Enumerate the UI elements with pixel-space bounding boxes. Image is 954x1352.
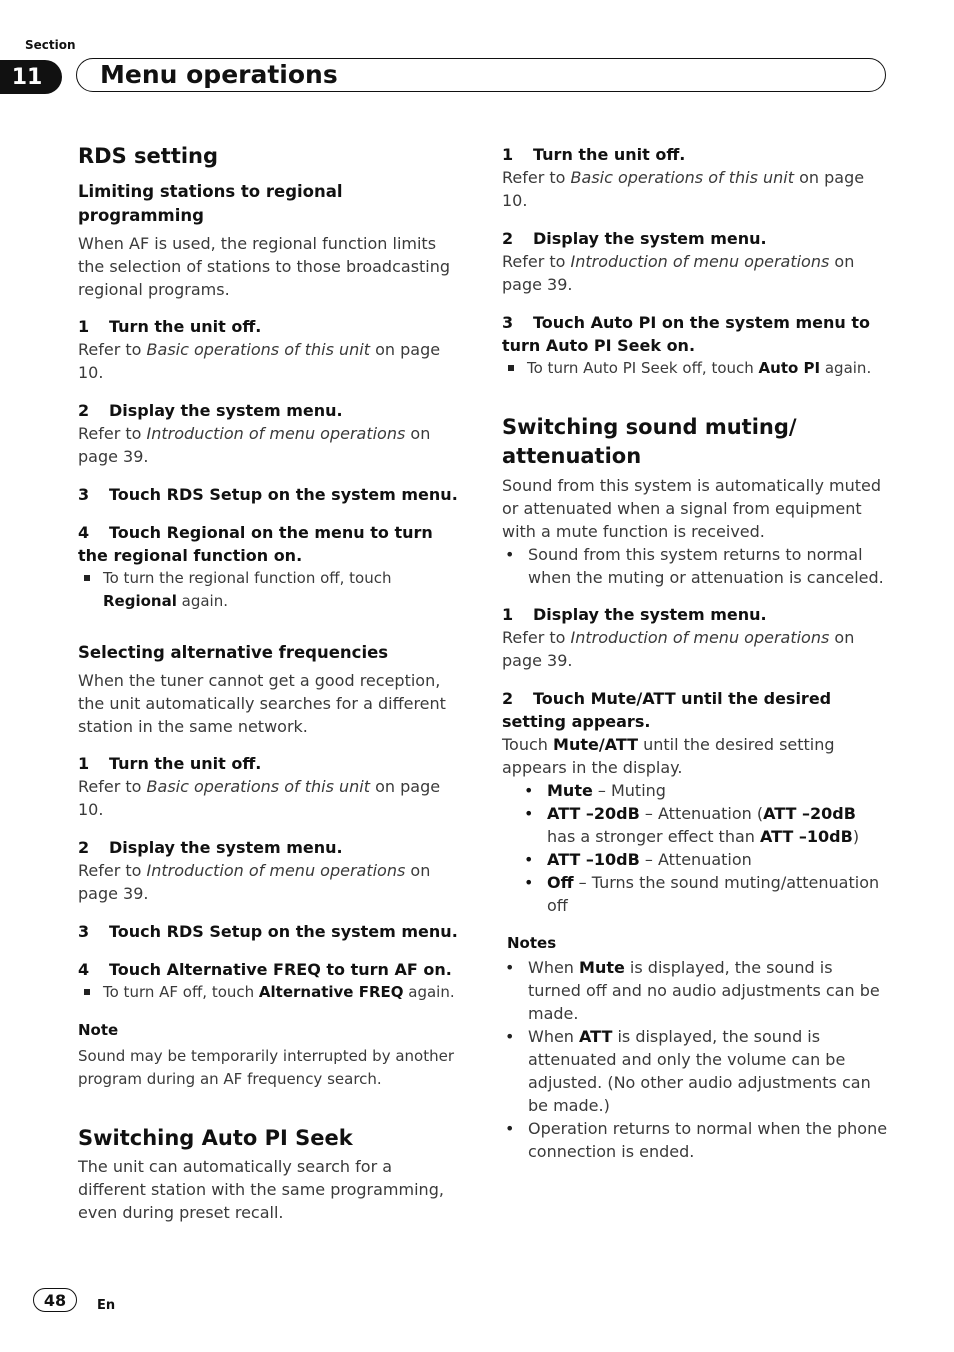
altfreq-heading: Selecting alternative frequencies xyxy=(78,643,389,662)
regional-step-2: 2 Display the system menu. xyxy=(78,401,343,420)
regional-step-2-ref: Refer to Introduction of menu operations on page 39. xyxy=(78,424,431,466)
page-number: 48 xyxy=(33,1288,77,1312)
altfreq-intro: When the tuner cannot get a good reception, the unit automatically searches for a different station in the same network. xyxy=(78,671,446,736)
mute-step-2: 2 Touch Mute/ATT until the desired setting appears. xyxy=(502,689,832,731)
regional-step-4: 4 Touch Regional on the menu to turn the regional function on. xyxy=(78,523,433,565)
altfreq-note-heading: Note xyxy=(78,1021,119,1039)
autopi-step-2-ref: Refer to Introduction of menu operations on page 39. xyxy=(502,252,855,294)
autopi-heading: Switching Auto PI Seek xyxy=(78,1126,353,1150)
altfreq-step-2: 2 Display the system menu. xyxy=(78,838,343,857)
autopi-step-3: 3 Touch Auto PI on the system menu to turn Auto PI Seek on. xyxy=(502,313,870,355)
rds-heading: RDS setting xyxy=(78,144,219,168)
regional-step-3: 3 Touch RDS Setup on the system menu. xyxy=(78,485,458,504)
altfreq-step-1-ref: Refer to Basic operations of this unit on page 10. xyxy=(78,777,441,819)
mute-note-1: • When Mute is displayed, the sound is turned off and no audio adjustments can be made. xyxy=(502,956,888,1025)
altfreq-step-3: 3 Touch RDS Setup on the system menu. xyxy=(78,922,458,941)
autopi-step-2: 2 Display the system menu. xyxy=(502,229,767,248)
regional-tip: To turn the regional function off, touch Regional again. xyxy=(78,567,464,613)
option-att-20: • ATT –20dB – Attenuation (ATT –20dB has a stronger effect than ATT –10dB) xyxy=(502,802,888,848)
left-column xyxy=(78,142,464,1224)
mute-step-1-ref: Refer to Introduction of menu operations on page 39. xyxy=(502,628,855,670)
autopi-step-1: 1 Turn the unit off. xyxy=(502,145,686,164)
section-number-badge: 11 xyxy=(0,60,62,94)
regional-intro: When AF is used, the regional function limits the selection of stations to those broadcasting regional programs. xyxy=(78,234,451,299)
option-off: • Off – Turns the sound muting/attenuation off xyxy=(502,871,888,917)
mute-note-2: • When ATT is displayed, the sound is attenuated and only the volume can be adjusted. (No other audio adjustments can be made.) xyxy=(502,1025,888,1117)
mute-step-2-text: Touch Mute/ATT until the desired setting appears in the display. xyxy=(502,735,835,777)
mute-notes-heading: Notes xyxy=(507,934,557,952)
language-label: En xyxy=(97,1298,116,1313)
mute-heading: Switching sound muting/ attenuation xyxy=(502,415,797,468)
autopi-tip: To turn Auto PI Seek off, touch Auto PI again. xyxy=(502,357,888,380)
altfreq-note-text: Sound may be temporarily interrupted by another program during an AF frequency search. xyxy=(78,1047,455,1088)
autopi-step-1-ref: Refer to Basic operations of this unit on page 10. xyxy=(502,168,865,210)
option-att-10: • ATT –10dB – Attenuation xyxy=(502,848,888,871)
mute-intro: Sound from this system is automatically muted or attenuated when a signal from equipment with a mute function is received. xyxy=(502,476,882,541)
mute-bullet: • Sound from this system returns to normal when the muting or attenuation is canceled. xyxy=(502,543,888,589)
altfreq-tip: To turn AF off, touch Alternative FREQ again. xyxy=(78,981,464,1004)
mute-step-1: 1 Display the system menu. xyxy=(502,605,767,624)
altfreq-step-2-ref: Refer to Introduction of menu operations on page 39. xyxy=(78,861,431,903)
altfreq-step-1: 1 Turn the unit off. xyxy=(78,754,262,773)
regional-heading: Limiting stations to regional programming xyxy=(78,182,343,225)
right-column xyxy=(502,142,888,1163)
section-label: Section xyxy=(25,38,76,52)
regional-step-1: 1 Turn the unit off. xyxy=(78,317,262,336)
mute-note-3: • Operation returns to normal when the phone connection is ended. xyxy=(502,1117,888,1163)
autopi-intro: The unit can automatically search for a different station with the same programming, even during preset recall. xyxy=(78,1157,444,1222)
page-title: Menu operations xyxy=(100,60,338,89)
regional-step-1-ref: Refer to Basic operations of this unit on page 10. xyxy=(78,340,441,382)
altfreq-step-4: 4 Touch Alternative FREQ to turn AF on. xyxy=(78,960,452,979)
option-mute: • Mute – Muting xyxy=(502,779,888,802)
